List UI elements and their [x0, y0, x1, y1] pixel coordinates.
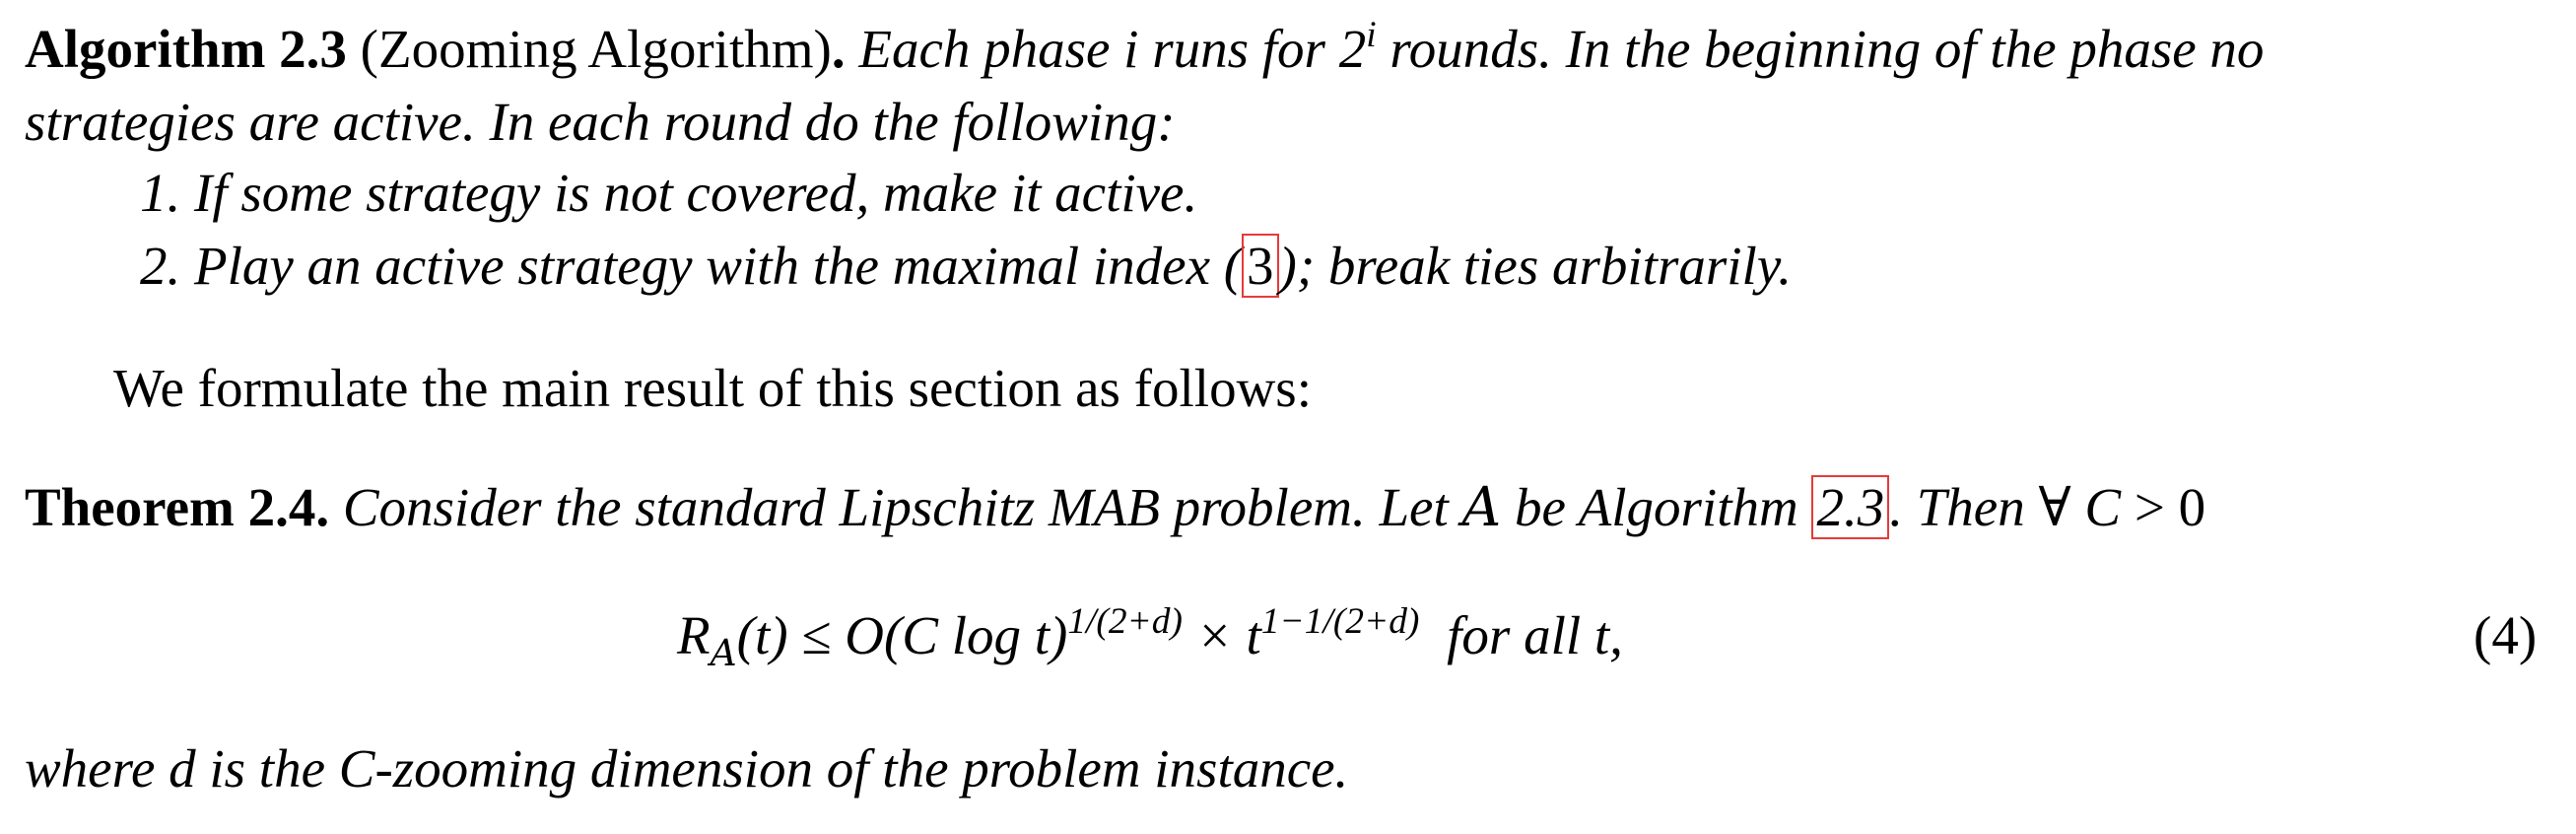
- body-paragraph: We formulate the main result of this section as follows:: [113, 358, 1312, 418]
- theorem-var-c: C: [2084, 477, 2122, 537]
- algorithm-header: [25, 14, 2265, 79]
- eq-exp2: 1−1/(2+d): [1260, 600, 1420, 642]
- equation-number: (4): [2474, 605, 2538, 665]
- algorithm-text-b: runs for 2: [1138, 19, 1367, 79]
- algorithm-var-i: i: [1123, 19, 1139, 79]
- algorithm-text-a: Each phase: [858, 19, 1124, 79]
- algorithm-dot: .: [831, 19, 846, 79]
- step-text-after: ); break ties arbitrarily.: [1278, 236, 1792, 296]
- algorithm-step-2: [140, 236, 1792, 296]
- theorem-text-a: Consider the standard Lipschitz MAB problem. Let: [342, 477, 1462, 537]
- equation-4: [677, 600, 1623, 674]
- closing-text-b: is the: [195, 738, 339, 799]
- theorem-text-d: > 0: [2121, 477, 2206, 537]
- step-number: 2.: [140, 236, 181, 296]
- theorem-text-c: . Then ∀: [1889, 477, 2085, 537]
- closing-var-c: C: [338, 738, 375, 799]
- eq-exp1: 1/(2+d): [1067, 600, 1183, 642]
- eq-times: × t: [1182, 605, 1261, 665]
- closing-text-c: -zooming dimension of the problem instance.: [374, 738, 1349, 799]
- step-text: If some strategy is not covered, make it active.: [194, 163, 1198, 223]
- algorithm-line2: strategies are active. In each round do the following:: [25, 92, 1176, 152]
- theorem-title: Theorem 2.4.: [25, 477, 330, 537]
- algorithm-name: (Zooming Algorithm): [360, 19, 832, 79]
- closing-var-d: d: [169, 738, 196, 799]
- closing-sentence: [25, 738, 1349, 799]
- algorithm-text-c: rounds. In the beginning of the phase no: [1376, 19, 2265, 79]
- eq-lhs-r: R: [677, 605, 711, 665]
- theorem-text-b: be Algorithm: [1501, 477, 1812, 537]
- step-text-before: Play an active strategy with the maximal index (: [194, 236, 1243, 296]
- algorithm-title: Algorithm 2.3: [25, 19, 347, 79]
- algorithm-step-1: [140, 163, 1198, 223]
- eq-lhs-sub: A: [710, 631, 737, 674]
- algorithm-ref-link[interactable]: 2.3: [1811, 475, 1889, 539]
- equation-ref-link[interactable]: 3: [1242, 234, 1279, 298]
- step-number: 1.: [140, 163, 181, 223]
- closing-text-a: where: [25, 738, 169, 799]
- algorithm-exp-i: i: [1366, 14, 1377, 55]
- eq-tail: for all t,: [1447, 605, 1623, 665]
- theorem-statement: [25, 475, 2206, 538]
- eq-lhs-arg: (t) ≤ O(C log t): [736, 605, 1068, 665]
- theorem-cal-a: A: [1461, 475, 1502, 538]
